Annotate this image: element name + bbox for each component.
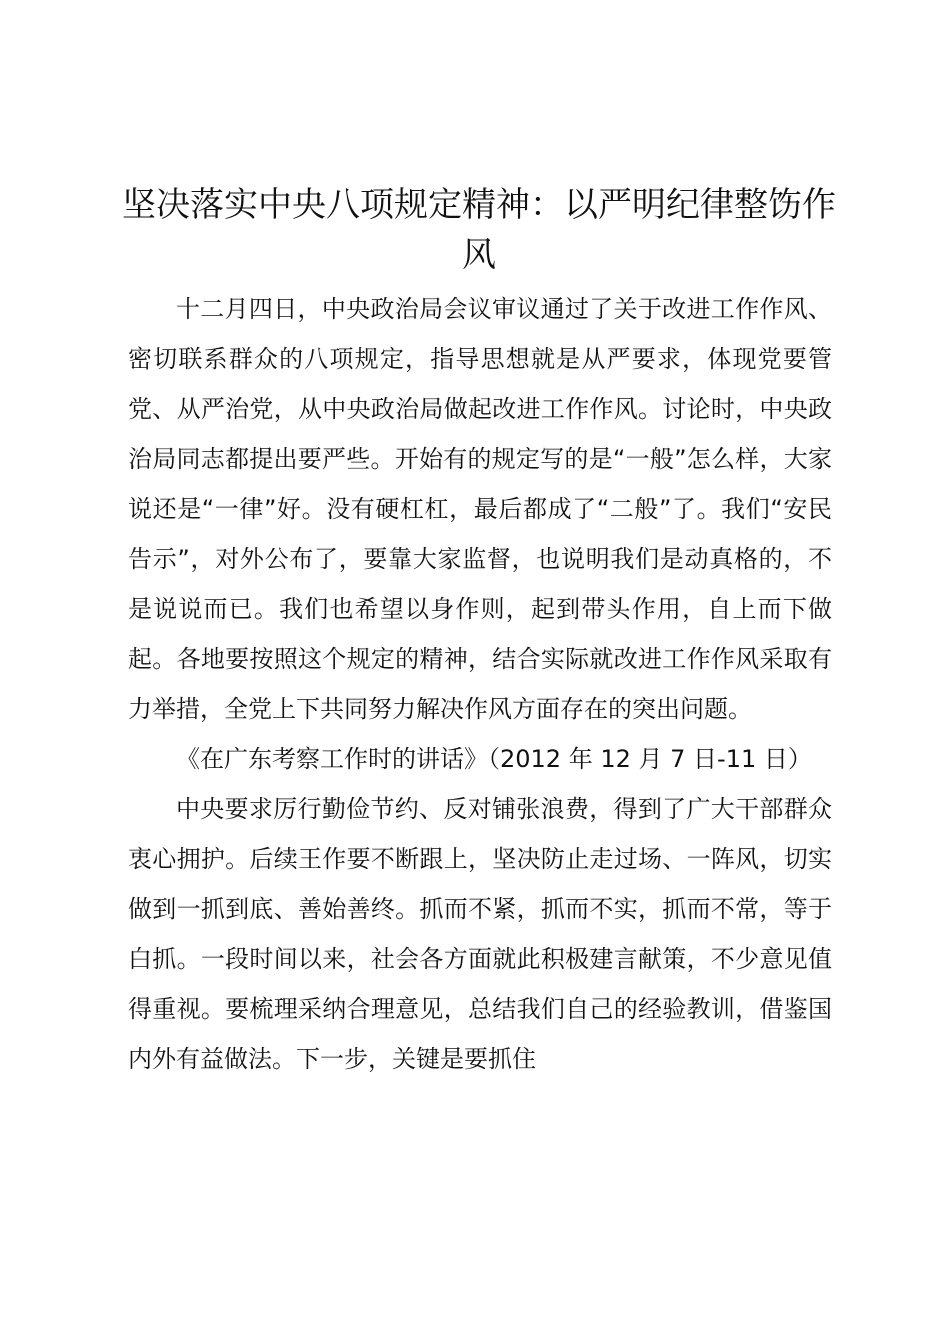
- paragraph-source-citation: 《在广东考察工作时的讲话》（2012 年 12 月 7 日-11 日）: [176, 745, 812, 773]
- document-title: 坚决落实中央八项规定精神：以严明纪律整饬作风: [122, 185, 836, 275]
- document-body: [128, 284, 832, 1084]
- paragraph-1: 十二月四日，中央政治局会议审议通过了关于改进工作作风、密切联系群众的八项规定，指导思想就是从严要求，体现党要管党、从严治党，从中央政治局做起改进工作作风。讨论时，中央政治局同志都提出要严些。开始有的规定写的是“一般”怎么样，大家说还是“一律”好。没有硬杠杠，最后都成了“二般”了。我们“安民告示”，对外公布了，要靠大家监督，也说明我们是动真格的，不是说说而已。我们也希望以身作则，起到带头作用，自上而下做起。各地要按照这个规定的精神，结合实际就改进工作作风采取有力举措，全党上下共同努力解决作风方面存在的突出问题。: [128, 295, 832, 723]
- paragraph-2: 中央要求厉行勤俭节约、反对铺张浪费，得到了广大干部群众衷心拥护。后续王作要不断跟上，坚决防止走过场、一阵风，切实做到一抓到底、善始善终。抓而不紧，抓而不实，抓而不常，等于白抓。一段时间以来，社会各方面就此积极建言献策，不少意见值得重视。要梳理采纳合理意见，总结我们自己的经验教训，借鉴国内外有益做法。下一步，关键是要抓住: [128, 795, 832, 1073]
